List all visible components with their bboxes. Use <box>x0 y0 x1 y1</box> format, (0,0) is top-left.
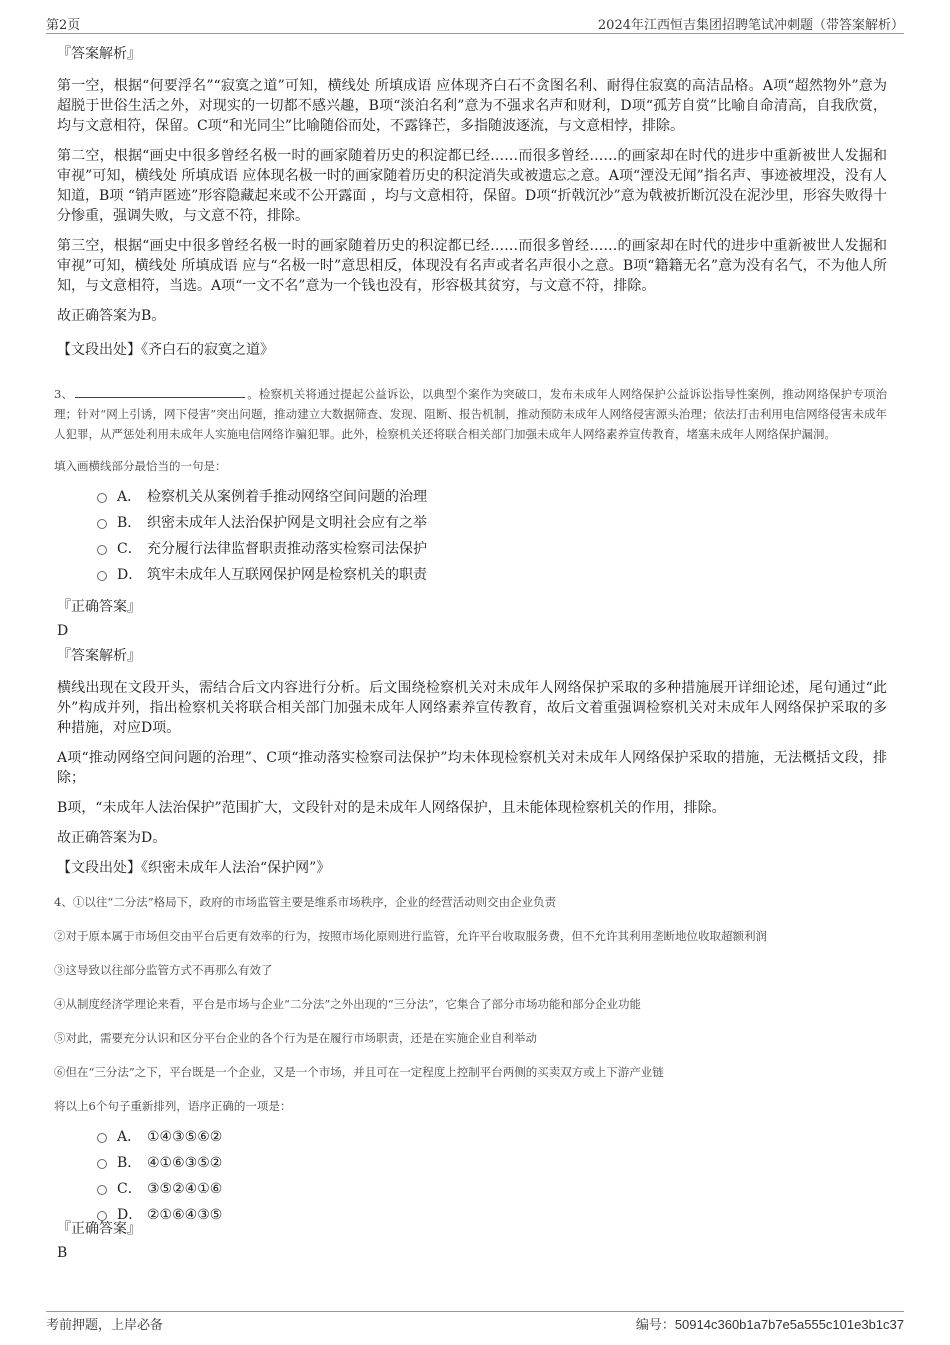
option-list <box>97 488 887 592</box>
question-number: 3、 <box>54 387 74 401</box>
correct-answer-label: 『正确答案』 <box>57 599 141 615</box>
radio-icon[interactable] <box>97 1159 107 1169</box>
correct-answer-label: 『正确答案』 <box>57 1221 141 1237</box>
option-d[interactable]: D． ②①⑥④③⑤ <box>97 1206 887 1220</box>
q3-section <box>54 384 887 878</box>
sentence-4: ④从制度经济学理论来看，平台是市场与企业“二分法”之外出现的“三分法”，它集合了部分市场功能和部分企业功能 <box>54 997 642 1011</box>
option-b[interactable]: B． 织密未成年人法治保护网是文明社会应有之举 <box>97 514 887 540</box>
fill-blank <box>75 385 245 398</box>
option-d[interactable]: D． 筑牢未成年人互联网保护网是检察机关的职责 <box>97 566 887 592</box>
sentence-1: 4、①以往“二分法”格局下，政府的市场监管主要是维系市场秩序，企业的经营活动则交由企业负责 <box>54 895 557 909</box>
option-list <box>97 1128 887 1223</box>
analysis-label: 『答案解析』 <box>57 648 141 664</box>
analysis-paragraph: 第一空，根据“何要浮名”“寂寞之道”可知，横线处 所填成语 应体现齐白石不贪图名利、耐得住寂寞的高洁品格。A项“超然物外”意为超脱于世俗生活之外，对现实的一切都不感兴趣，B项“淡泊名利”意为不强求名声和财利，D项“孤芳自赏”比喻自命清高，自我欣赏，均与文意相符，保留。C项“和光同尘”比喻随俗而处，不露锋芒，多指随波逐流，与文意相悖，排除。 <box>57 78 887 134</box>
source-citation: 【文段出处】《织密未成年人法治“保护网”》 <box>57 860 331 876</box>
radio-icon[interactable] <box>97 519 107 529</box>
q2-section <box>57 44 887 360</box>
option-b[interactable]: B． ④①⑥③⑤② <box>97 1154 887 1180</box>
question-stem <box>54 384 887 444</box>
sentence-5: ⑤对此，需要充分认识和区分平台企业的各个行为是在履行市场职责，还是在实施企业自利举动 <box>54 1031 537 1045</box>
option-a[interactable]: A． ①④③⑤⑥② <box>97 1128 887 1154</box>
question-prompt: 将以上6个句子重新排列，语序正确的一项是： <box>54 1099 292 1113</box>
footer-divider <box>46 1311 904 1312</box>
document-title: 2024年江西恒吉集团招聘笔试冲刺题（带答案解析） <box>597 18 904 33</box>
option-c[interactable]: C． ③⑤②④①⑥ <box>97 1180 887 1206</box>
footer-slogan: 考前押题，上岸必备 <box>46 1318 164 1333</box>
analysis-label: 『答案解析』 <box>57 46 141 62</box>
radio-icon[interactable] <box>97 1133 107 1143</box>
radio-icon[interactable] <box>97 545 107 555</box>
header-divider <box>46 33 904 34</box>
sentence-3: ③这导致以往部分监管方式不再那么有效了 <box>54 963 273 977</box>
document-code: 编号：50914c360b1a7b7e5a555c101e3b1c37 <box>635 1317 904 1333</box>
analysis-conclusion: 故正确答案为B。 <box>57 308 166 324</box>
page-header <box>46 14 904 34</box>
correct-answer-value: B <box>57 1245 68 1261</box>
radio-icon[interactable] <box>97 1185 107 1195</box>
question-prompt: 填入画横线部分最恰当的一句是： <box>54 459 227 473</box>
source-citation: 【文段出处】《齐白石的寂寞之道》 <box>57 342 274 358</box>
analysis-paragraph: 第二空，根据“画史中很多曾经名极一时的画家随着历史的积淀都已经……而很多曾经……的画家却在时代的进步中重新被世人发掘和审视”可知，横线处 所填成语 应体现名极一时的画家随着历史的积淀消失或被遗忘之意。A项“湮没无闻”指名声、事迹被埋没，没有人知道，B项 “销声匿迹”形容隐藏起来或不公开露面 ，均与文意相符，保留。D项“折戟沉沙”意为戟被折断沉没在泥沙里，形容失败得十分惨重，强调失败，与文意不符，排除。 <box>57 148 887 224</box>
question-number: 4、 <box>54 895 73 909</box>
analysis-paragraph: 第三空，根据“画史中很多曾经名极一时的画家随着历史的积淀都已经……而很多曾经……的画家却在时代的进步中重新被世人发掘和审视”可知，横线处 所填成语 应与“名极一时”意思相反，体现没有名声或者名声很小之意。B项“籍籍无名”意为没有名气，不为他人所知，与文意相符，当选。A项“一文不名”意为一个钱也没有，形容极其贫穷，与文意不符，排除。 <box>57 238 887 294</box>
correct-answer-value: D <box>57 623 69 639</box>
analysis-paragraph: 横线出现在文段开头，需结合后文内容进行分析。后文围绕检察机关对未成年人网络保护采取的多种措施展开详细论述，尾句通过“此外”构成并列，指出检察机关将联合相关部门加强未成年人网络素养宣传教育，故后文着重强调检察机关对未成年人网络保护采取的多种措施，对应D项。 <box>57 680 887 736</box>
analysis-conclusion: 故正确答案为D。 <box>57 830 167 846</box>
sentence-6: ⑥但在“三分法”之下，平台既是一个企业，又是一个市场，并且可在一定程度上控制平台两侧的买卖双方或上下游产业链 <box>54 1065 664 1079</box>
option-a[interactable]: A． 检察机关从案例着手推动网络空间问题的治理 <box>97 488 887 514</box>
analysis-paragraph: B项，“未成年人法治保护”范围扩大，文段针对的是未成年人网络保护，且未能体现检察机关的作用，排除。 <box>57 800 726 816</box>
option-c[interactable]: C． 充分履行法律监督职责推动落实检察司法保护 <box>97 540 887 566</box>
page-number: 第2页 <box>46 18 81 33</box>
radio-icon[interactable] <box>97 571 107 581</box>
question-text: 。检察机关将通过提起公益诉讼，以典型个案作为突破口，发布未成年人网络保护公益诉讼指导性案例，推动网络保护专项治理；针对“网上引诱，网下侵害”突出问题，推动建立大数据筛查、发现、阻断、报告机制，推动预防未成年人网络侵害源头治理；依法打击利用电信网络侵害未成年人犯罪，从严惩处利用未成年人实施电信网络诈骗犯罪。此外，检察机关还将联合相关部门加强未成年人网络素养宣传教育，堵塞未成年人网络保护漏洞。 <box>54 387 887 441</box>
radio-icon[interactable] <box>97 493 107 503</box>
document-body <box>54 44 887 1268</box>
q4-section <box>54 894 887 1262</box>
sentence-2: ②对于原本属于市场但交由平台后更有效率的行为，按照市场化原则进行监管，允许平台收取服务费，但不允许其利用垄断地位收取超额利润 <box>54 929 767 943</box>
analysis-paragraph: A项“推动网络空间问题的治理”、C项“推动落实检察司法保护”均未体现检察机关对未成年人网络保护采取的措施，无法概括文段，排除； <box>57 750 887 786</box>
